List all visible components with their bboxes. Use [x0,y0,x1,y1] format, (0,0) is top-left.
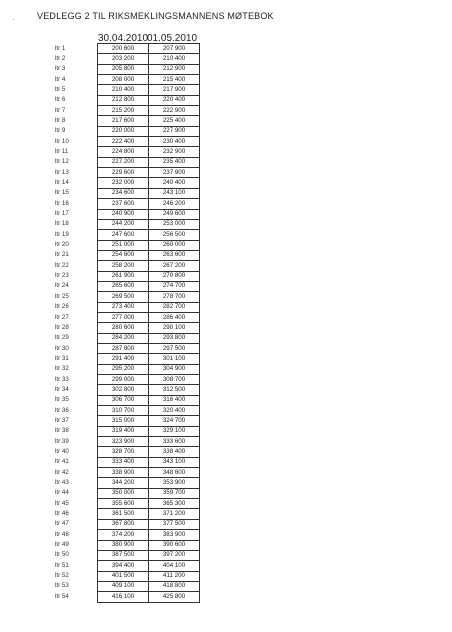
row-label: ltr 31 [55,354,69,362]
row-label: ltr 25 [55,292,69,300]
value-date-2: 293 800 [149,333,200,343]
value-date-1: 344 200 [98,478,149,488]
row-label: ltr 50 [55,551,69,559]
table-row [55,230,200,240]
value-date-1: 361 500 [98,509,149,519]
row-label: ltr 45 [55,499,69,507]
value-date-1: 222 400 [98,137,149,147]
value-date-2: 230 400 [149,137,200,147]
table-row [55,592,200,602]
row-label: ltr 40 [55,447,69,455]
table-row [55,281,200,291]
table-row [55,333,200,343]
value-date-1: 328 700 [98,447,149,457]
table-row [55,540,200,550]
row-label: ltr 47 [55,520,69,528]
value-date-1: 287 800 [98,343,149,353]
value-date-2: 353 900 [149,478,200,488]
table-row [55,199,200,209]
value-date-1: 208 000 [98,75,149,85]
value-date-2: 377 500 [149,519,200,529]
value-date-2: 263 600 [149,250,200,260]
table-row [55,416,200,426]
table-row [55,478,200,488]
value-date-2: 324 700 [149,416,200,426]
row-label: ltr 27 [55,313,69,321]
row-label: ltr 21 [55,251,69,259]
row-label: ltr 10 [55,137,69,145]
value-date-2: 270 800 [149,271,200,281]
salary-table [55,43,200,603]
row-label: ltr 4 [55,75,66,83]
value-date-2: 312 500 [149,385,200,395]
value-date-2: 210 400 [149,54,200,64]
row-label: ltr 28 [55,323,69,331]
value-date-2: 278 700 [149,292,200,302]
value-date-1: 284 200 [98,333,149,343]
table-row [55,437,200,447]
table-row [55,395,200,405]
row-label: ltr 6 [55,96,66,104]
table-row [55,75,200,85]
value-date-1: 387 500 [98,550,149,560]
value-date-2: 220 400 [149,95,200,105]
table-row [55,64,200,74]
row-label: ltr 51 [55,561,69,569]
table-row [55,343,200,353]
row-label: ltr 52 [55,572,69,580]
row-label: ltr 39 [55,437,69,445]
table-row [55,188,200,198]
row-label: ltr 49 [55,541,69,549]
table-row [55,447,200,457]
value-date-1: 310 700 [98,406,149,416]
value-date-2: 240 400 [149,178,200,188]
row-label: ltr 54 [55,592,69,600]
table-row [55,240,200,250]
value-date-1: 237 600 [98,199,149,209]
value-date-2: 256 500 [149,230,200,240]
row-label: ltr 43 [55,479,69,486]
table-row [55,271,200,281]
value-date-1: 210 400 [98,85,149,95]
value-date-1: 401 500 [98,571,149,581]
value-date-2: 235 400 [149,157,200,167]
table-row [55,499,200,509]
value-date-2: 338 400 [149,447,200,457]
row-label: ltr 16 [55,199,69,207]
value-date-2: 343 100 [149,457,200,467]
value-date-1: 302 800 [98,385,149,395]
value-date-1: 269 500 [98,292,149,302]
value-date-2: 274 700 [149,281,200,291]
table-row [55,54,200,64]
row-label: ltr 8 [55,116,66,124]
value-date-1: 240 900 [98,209,149,219]
row-label: ltr 37 [55,416,69,424]
row-label: ltr 33 [55,375,69,383]
table-row [55,250,200,260]
table-row [55,157,200,167]
value-date-2: 215 400 [149,75,200,85]
value-date-1: 299 000 [98,375,149,385]
row-label: ltr 29 [55,334,69,342]
row-label: ltr 5 [55,85,66,93]
value-date-2: 383 900 [149,530,200,540]
value-date-1: 323 900 [98,437,149,447]
value-date-1: 258 200 [98,261,149,271]
value-date-2: 425 800 [149,592,200,602]
value-date-1: 254 600 [98,250,149,260]
value-date-2: 297 500 [149,343,200,353]
salary-table-body [55,44,200,603]
value-date-1: 315 000 [98,416,149,426]
row-label: ltr 23 [55,272,69,280]
row-label: ltr 11 [55,148,69,155]
value-date-1: 229 600 [98,168,149,178]
value-date-2: 222 900 [149,106,200,116]
value-date-2: 237 900 [149,168,200,178]
column-header-date-2: 01.05.2010 [147,33,198,44]
value-date-1: 273 400 [98,302,149,312]
table-row [55,561,200,571]
table-row [55,147,200,157]
value-date-2: 411 200 [149,571,200,581]
value-date-2: 217 900 [149,85,200,95]
value-date-1: 280 600 [98,323,149,333]
value-date-2: 320 400 [149,406,200,416]
row-label: ltr 20 [55,241,69,249]
value-date-2: 333 600 [149,437,200,447]
value-date-1: 306 700 [98,395,149,405]
row-label: ltr 48 [55,530,69,538]
table-row [55,364,200,374]
row-label: ltr 32 [55,365,69,373]
row-label: ltr 7 [55,106,66,114]
value-date-2: 243 100 [149,188,200,198]
table-row [55,581,200,591]
row-label: ltr 17 [55,210,69,218]
table-row [55,261,200,271]
value-date-2: 286 400 [149,312,200,322]
table-row [55,406,200,416]
table-row [55,137,200,147]
table-row [55,571,200,581]
table-row [55,509,200,519]
row-label: ltr 12 [55,158,69,166]
value-date-1: 265 600 [98,281,149,291]
row-label: ltr 18 [55,220,69,228]
value-date-2: 301 100 [149,354,200,364]
corner-mark: · [12,15,15,24]
row-label: ltr 35 [55,396,69,404]
value-date-1: 200 600 [98,44,149,54]
table-row [55,219,200,229]
table-row [55,168,200,178]
value-date-1: 333 400 [98,457,149,467]
table-row [55,323,200,333]
value-date-1: 261 900 [98,271,149,281]
value-date-2: 329 100 [149,426,200,436]
row-label: ltr 24 [55,282,69,290]
row-label: ltr 19 [55,230,69,238]
row-label: ltr 14 [55,179,69,187]
value-date-2: 316 400 [149,395,200,405]
value-date-1: 234 600 [98,188,149,198]
table-row [55,95,200,105]
value-date-1: 367 800 [98,519,149,529]
value-date-1: 232 000 [98,178,149,188]
row-label: ltr 34 [55,385,69,393]
value-date-1: 205 800 [98,64,149,74]
value-date-1: 224 800 [98,147,149,157]
row-label: ltr 13 [55,168,69,176]
value-date-2: 290 100 [149,323,200,333]
value-date-2: 253 000 [149,219,200,229]
value-date-1: 227 200 [98,157,149,167]
value-date-1: 215 200 [98,106,149,116]
row-label: ltr 22 [55,261,69,269]
table-row [55,106,200,116]
value-date-2: 212 900 [149,64,200,74]
table-row [55,126,200,136]
row-label: ltr 41 [55,458,69,466]
row-label: ltr 42 [55,468,69,476]
row-label: ltr 30 [55,344,69,352]
table-row [55,354,200,364]
value-date-1: 220 000 [98,126,149,136]
value-date-1: 355 600 [98,499,149,509]
table-row [55,457,200,467]
table-row [55,530,200,540]
table-row [55,468,200,478]
document-heading: VEDLEGG 2 TIL RIKSMEKLINGSMANNENS MØTEBOK [37,11,274,21]
table-row [55,426,200,436]
value-date-1: 409 100 [98,581,149,591]
table-row [55,44,200,54]
value-date-2: 365 300 [149,499,200,509]
value-date-1: 338 900 [98,468,149,478]
value-date-1: 247 600 [98,230,149,240]
value-date-2: 282 700 [149,302,200,312]
value-date-2: 359 700 [149,488,200,498]
row-label: ltr 46 [55,510,69,518]
column-header-date-1: 30.04.2010 [98,33,149,44]
value-date-2: 418 800 [149,581,200,591]
row-label: ltr 2 [55,54,66,62]
row-label: ltr 26 [55,303,69,311]
value-date-2: 227 900 [149,126,200,136]
value-date-1: 319 400 [98,426,149,436]
value-date-1: 350 000 [98,488,149,498]
value-date-2: 348 600 [149,468,200,478]
row-label: ltr 53 [55,582,69,590]
value-date-2: 397 200 [149,550,200,560]
value-date-2: 246 200 [149,199,200,209]
value-date-1: 394 400 [98,561,149,571]
table-row [55,116,200,126]
value-date-1: 295 200 [98,364,149,374]
value-date-2: 390 600 [149,540,200,550]
row-label: ltr 36 [55,406,69,414]
value-date-1: 374 200 [98,530,149,540]
value-date-2: 249 600 [149,209,200,219]
value-date-2: 308 700 [149,375,200,385]
table-row [55,209,200,219]
table-row [55,312,200,322]
table-row [55,292,200,302]
row-label: ltr 3 [55,65,66,73]
value-date-1: 203 200 [98,54,149,64]
value-date-1: 277 000 [98,312,149,322]
value-date-2: 404 100 [149,561,200,571]
table-row [55,519,200,529]
value-date-2: 260 000 [149,240,200,250]
value-date-1: 291 400 [98,354,149,364]
row-label: ltr 1 [55,44,66,52]
value-date-2: 304 900 [149,364,200,374]
table-row [55,385,200,395]
value-date-1: 212 800 [98,95,149,105]
row-label: ltr 9 [55,127,66,135]
value-date-1: 416 100 [98,592,149,602]
table-row [55,375,200,385]
row-label: ltr 44 [55,489,69,497]
value-date-1: 251 000 [98,240,149,250]
value-date-1: 380 900 [98,540,149,550]
value-date-2: 207 900 [149,44,200,54]
table-row [55,302,200,312]
value-date-1: 244 200 [98,219,149,229]
value-date-2: 371 200 [149,509,200,519]
table-row [55,85,200,95]
value-date-2: 267 200 [149,261,200,271]
table-row [55,178,200,188]
value-date-1: 217 600 [98,116,149,126]
row-label: ltr 15 [55,189,69,197]
row-label: ltr 38 [55,427,69,435]
table-row [55,488,200,498]
value-date-2: 225 400 [149,116,200,126]
table-row [55,550,200,560]
value-date-2: 232 900 [149,147,200,157]
